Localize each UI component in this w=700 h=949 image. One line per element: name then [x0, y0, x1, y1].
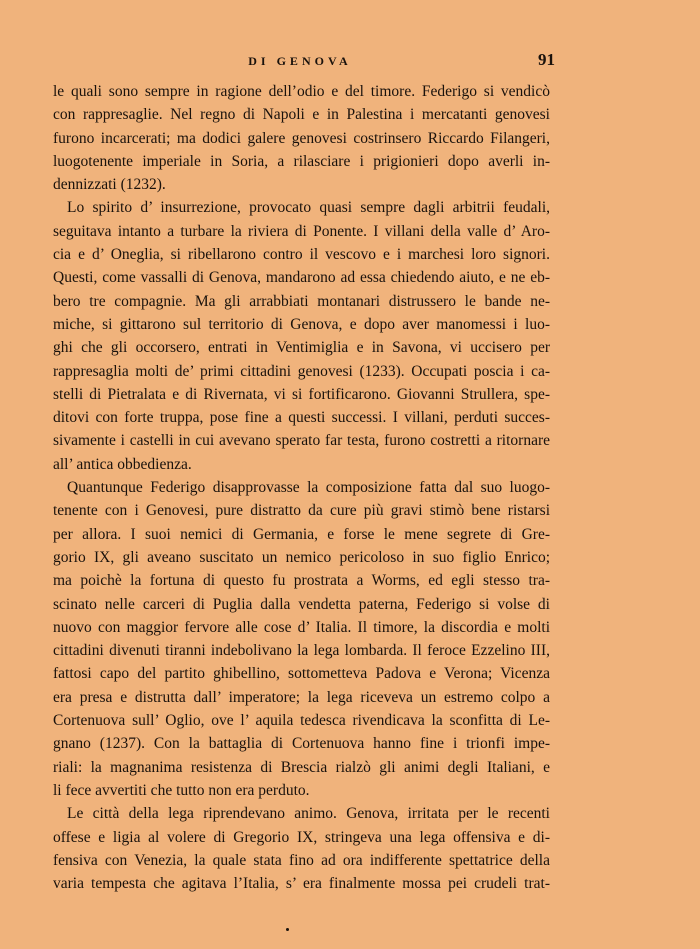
text-line: bero tre compagnie. Ma gli arrabbiati montanari distrussero le bande ne- — [53, 292, 550, 310]
text-line: Cortenuova sull’ Oglio, ove l’ aquila tedesca rivendicava la sconfitta di Le- — [53, 712, 550, 730]
text-line: cia e d’ Oneglia, si ribellarono contro il vescovo e i marchesi loro signori. — [53, 246, 550, 264]
running-title: DI GENOVA — [248, 54, 352, 68]
text-line: li fece avvertiti che tutto non era perduto. — [53, 781, 310, 799]
paragraph — [53, 802, 550, 895]
text-line: ditovi con forte truppa, pose fine a questi successi. I villani, perduti succes- — [53, 409, 550, 427]
text-line: gorio IX, gli aveano suscitato un nemico pericoloso in suo figlio Enrico; — [53, 548, 550, 566]
text-line: sivamente i castelli in cui avevano sperato far testa, furono costretti a ritornare — [53, 432, 550, 450]
text-line: Questi, come vassalli di Genova, mandarono ad essa chiedendo aiuto, e ne eb- — [53, 269, 550, 287]
body-text — [53, 80, 550, 895]
paragraph — [53, 476, 550, 802]
text-line: ghi che gli occorsero, entrati in Ventimiglia e in Savona, vi uccisero per — [53, 339, 550, 357]
text-line: rappresaglia molti de’ primi cittadini genovesi (1233). Occupati poscia i ca- — [53, 362, 550, 380]
text-line: gnano (1237). Con la battaglia di Cortenuova hanno fine i trionfi impe- — [53, 735, 550, 753]
text-line: fensiva con Venezia, la quale stata fino ad ora indifferente spettatrice della — [53, 851, 550, 869]
text-line: tenente con i Genovesi, pure distratto da cure più gravi stimò bene ristarsi — [53, 502, 550, 520]
text-line: furono incarcerati; ma dodici galere genovesi costrinsero Riccardo Filangeri, — [53, 129, 550, 147]
text-line: miche, si gittarono sul territorio di Genova, e dopo aver manomessi i luo- — [53, 315, 550, 333]
text-line: seguitava intanto a turbare la riviera di Ponente. I villani della valle d’ Aro- — [53, 222, 550, 240]
text-line: era presa e distrutta dall’ imperatore; la lega riceveva un estremo colpo a — [53, 688, 550, 706]
text-line: offese e ligia al volere di Gregorio IX, stringeva una lega offensiva e di- — [53, 828, 550, 846]
text-line: dennizzati (1232). — [53, 176, 166, 194]
text-line: stelli di Pietralata e di Rivernata, vi si fortificarono. Giovanni Strullera, spe- — [53, 385, 550, 403]
text-line: Le città della lega riprendevano animo. Genova, irritata per le recenti — [67, 805, 550, 823]
text-line: cittadini divenuti tiranni indebolivano la lega lombarda. Il feroce Ezzelino III, — [53, 642, 550, 660]
text-line: per allora. I suoi nemici di Germania, e forse le mene segrete di Gre- — [53, 525, 550, 543]
text-line: varia tempesta che agitava l’Italia, s’ era finalmente mossa pei crudeli trat- — [53, 875, 550, 893]
paragraph — [53, 80, 550, 196]
text-line: fattosi capo del partito ghibellino, sottometteva Padova e Verona; Vicenza — [53, 665, 550, 683]
text-line: le quali sono sempre in ragione dell’odio e del timore. Federigo si vendicò — [53, 83, 550, 100]
text-line: luogotenente imperiale in Soria, a rilasciare i prigionieri dopo averli in- — [53, 152, 550, 170]
text-line: con rappresaglie. Nel regno di Napoli e in Palestina i mercatanti genovesi — [53, 106, 550, 124]
text-line: riali: la magnanima resistenza di Brescia rialzò gli animi degli Italiani, e — [53, 758, 550, 776]
paragraph — [53, 196, 550, 476]
text-line: scinato nelle carceri di Puglia dalla vendetta paterna, Federigo si volse di — [53, 595, 550, 613]
text-line: all’ antica obbedienza. — [53, 455, 192, 473]
text-line: ma poichè la fortuna di questo fu prostrata a Worms, ed egli stesso tra- — [53, 572, 550, 590]
text-line: nuovo con maggior fervore alle cose d’ Italia. Il timore, la discordia e molti — [53, 618, 550, 636]
text-line: Lo spirito d’ insurrezione, provocato quasi sempre dagli arbitrii feudali, — [67, 199, 550, 217]
printer-mark — [286, 928, 289, 931]
page-header — [55, 50, 555, 76]
text-line: Quantunque Federigo disapprovasse la composizione fatta dal suo luogo- — [67, 479, 550, 497]
page-number: 91 — [538, 50, 555, 69]
